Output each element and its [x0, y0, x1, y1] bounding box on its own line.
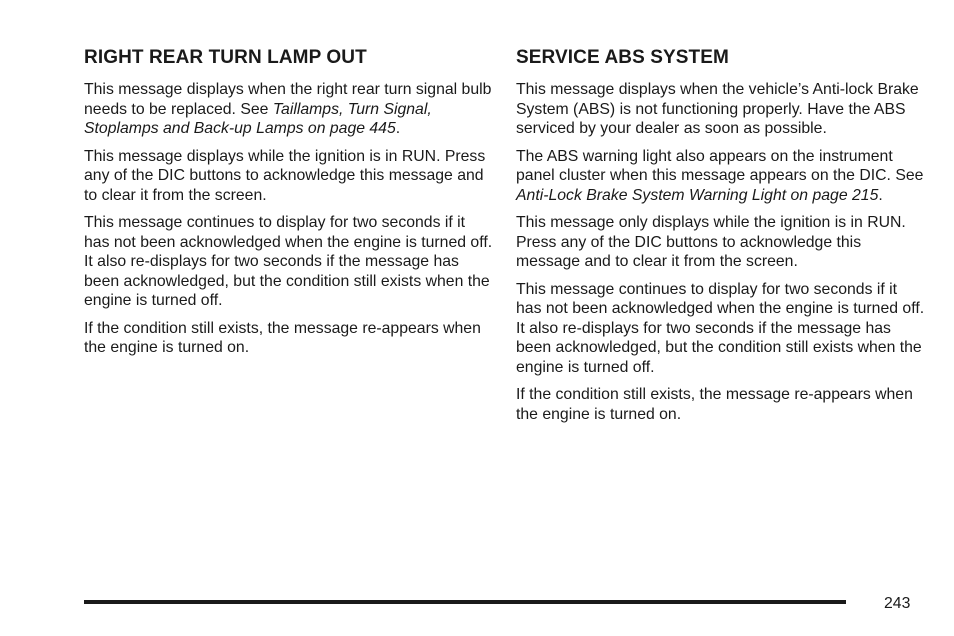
paragraph-text: This message displays when the right rear turn signal bulb needs to be replaced. See [84, 81, 492, 118]
paragraph [84, 80, 494, 139]
left-column [84, 46, 494, 366]
page-number: 243 [884, 595, 911, 612]
paragraph: This message continues to display for two seconds if it has not been acknowledged when the engine is turned off. It also re-displays for two seconds if the message has been acknowledged, but the condition still exists when the engine is turned off. [516, 280, 925, 376]
section-heading-service-abs-system: SERVICE ABS SYSTEM [516, 47, 729, 68]
paragraph-text: . [395, 120, 401, 137]
paragraph: If the condition still exists, the message re-appears when the engine is turned on. [84, 319, 481, 356]
paragraph: If the condition still exists, the message re-appears when the engine is turned on. [516, 386, 913, 423]
paragraph: This message only displays while the ignition is in RUN. Press any of the DIC buttons to acknowledge this message and to clear it from the screen. [516, 214, 906, 270]
paragraph-text: . [878, 186, 883, 204]
paragraph: This message displays while the ignition is in RUN. Press any of the DIC buttons to acknowledge this message and to clear it from the screen. [84, 147, 486, 204]
section-heading-right-rear-turn-lamp-out: RIGHT REAR TURN LAMP OUT [84, 47, 367, 68]
right-column [516, 46, 926, 432]
footer-rule [84, 600, 846, 604]
paragraph-text: The ABS warning light also appears on the instrument panel cluster when this message appears on the DIC. See [516, 147, 924, 184]
page-reference-link[interactable]: Anti-Lock Brake System Warning Light on page 215 [516, 186, 879, 204]
paragraph [516, 147, 926, 206]
paragraph: This message displays when the vehicle’s Anti-lock Brake System (ABS) is not functioning properly. Have the ABS serviced by your dealer as soon as possible. [516, 81, 919, 137]
page-reference-link[interactable]: Taillamps, Turn Signal, Stoplamps and Back-up Lamps on page 445 [84, 100, 432, 137]
paragraph: This message continues to display for two seconds if it has not been acknowledged when the engine is turned off. It also re-displays for two seconds if the message has been acknowledged, but the condition still exists when the engine is turned off. [84, 214, 493, 309]
